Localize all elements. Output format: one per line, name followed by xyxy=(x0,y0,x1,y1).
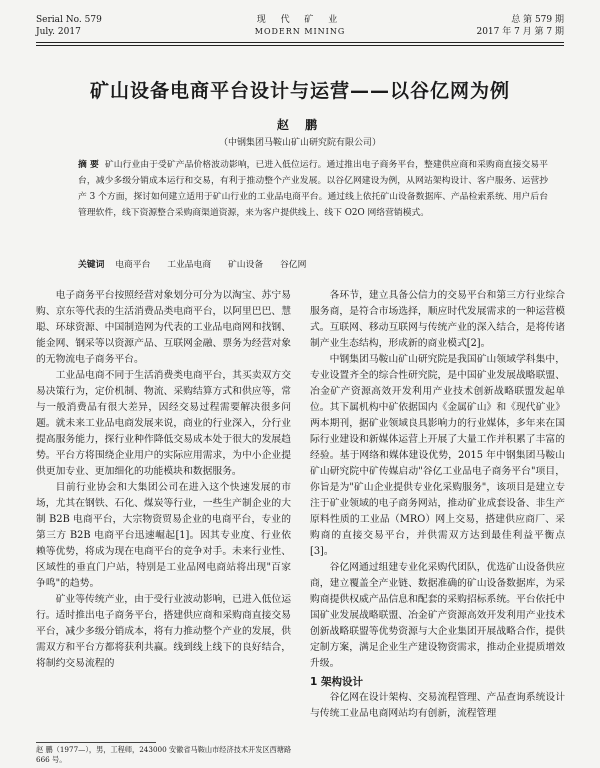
body-column-left xyxy=(36,288,291,672)
footnote: 赵 鹏（1977—），男，工程师，243000 安徽省马鞍山市经济技术开发区西塘路 666 号。 xyxy=(36,745,292,764)
header-rule-thin xyxy=(36,45,564,46)
abstract xyxy=(78,157,548,221)
header-right xyxy=(476,14,564,38)
serial-number: Serial No. 579 xyxy=(36,15,102,25)
keywords-label: 关键词 xyxy=(78,260,105,270)
paragraph: 谷亿网通过组建专业化采购代团队，优选矿山设备供应商，建立覆盖全产业链、数据准确的矿山设备数据库，为采购商提供权威产品信息和配套的采购招标系统。平台依托中国矿业发展战略联盟、冶金矿产资源高效开发利用产业技术创新战略联盟等优势资源与大企业集团开展战略合作，提供定制方案，满足企业生产建设物资需求，推动企业提质增效升级。 xyxy=(310,562,565,669)
running-header xyxy=(36,14,564,44)
keyword: 谷亿网 xyxy=(280,260,307,270)
journal-name-en: MODERN MINING xyxy=(254,27,346,36)
date-cn: 2017 年 7 月 第 7 期 xyxy=(476,27,564,37)
author-affiliation: （中钢集团马鞍山矿山研究院有限公司） xyxy=(218,138,381,148)
paragraph: 电子商务平台按照经营对象划分可分为以淘宝、苏宁易购、京东等代表的生活消费品类电商平台，以阿里巴巴、慧聪、环球资源、中国制造网为代表的工业品电商网和找钢、能金网、钢采等以资源产品、互联网金融、票务为经营对象的无物流电子商务平台。 xyxy=(36,290,291,365)
keyword: 工业品电商 xyxy=(167,260,212,270)
article-title: 矿山设备电商平台设计与运营——以谷亿网为例 xyxy=(89,80,510,102)
footnote-rule xyxy=(36,742,156,743)
issue-number: 总 第 579 期 xyxy=(511,15,564,25)
abstract-text: 矿山行业由于受矿产品价格波动影响，已进入低位运行。通过推出电子商务平台，整建供应商和采购商直接交易平台，减少多级分销成本运行和交易，有利于推动整个产业发展。以谷亿网建设为例，从网站架构设计、客户服务、运营抄产 3 个方面，探讨如何建立适用于矿山行业的工业品电商平台。通过线上依托矿山设备数据库、产品检索系统、用户后台管理软件，线下资源整合采购商渠道资源，来为客户提供线上、线下 O2O 网络营销模式。 xyxy=(78,160,548,218)
paragraph: 各环节，建立具备公信力的交易平台和第三方行业综合服务商，是符合市场选择，顺应时代发展需求的一种运营模式。互联网、移动互联网与传统产业的深入结合，是将传诸制产业生态结构，形成新的商业模式[2]。 xyxy=(310,290,565,349)
abstract-label: 摘 要 xyxy=(78,160,99,170)
paragraph: 中钢集团马鞍山矿山研究院是我国矿山领域学科集中，专业设置齐全的综合性研究院，是中国矿业发展战略联盟、冶金矿产资源高效开发利用产业技术创新战略联盟发起单位。其下属机构中矿依据国内《金属矿山》和《现代矿业》两本期刊，据矿业领域良具影响力的行业媒体，多年来在国际行业建设和新媒体运营上开展了大量工作并积累了丰富的经验。基于网络和媒体建设优势，2015 年中钢集团马鞍山矿山研究院中矿传媒启动"谷亿工业品电子商务平台"项目，你旨是为"矿山企业提供专业化采购服务"，该项目是建立专注于矿业领域的电子商务网站，推动矿业成套设备、非生产原料性质的工业品（MRO）网上交易，搭建供应商厂、采购商的直接交易平台，并供需双方达到最佳利益平衡点[3]。 xyxy=(310,354,565,557)
paragraph: 工业品电商不同于生活消费类电商平台，其买卖双方交易决策行为，定价机制、物流、采购结算方式和供应等，常与一般消费品有很大差异，因经交易过程需要解决很多问题。就未来工业品电商发展来说，商业的行业深入，分行业提高服务能力，探行业种作降低交易成本处于很大的发展趋势。平台方将围绕企业用户的实际应用需求，为中小企业提供更加专业、更加细化的功能模块和数据服务。 xyxy=(36,370,291,477)
author-name: 赵 鹏 xyxy=(276,118,324,132)
header-rule xyxy=(36,42,564,43)
keywords xyxy=(78,257,548,270)
paragraph: 谷亿网在设计架构、交易流程管理、产品查询系统设计与传统工业品电商网站均有创新，流程管理 xyxy=(310,692,565,719)
section-heading: 1 架构设计 xyxy=(310,676,363,688)
keyword: 电商平台 xyxy=(115,260,151,270)
body-column-right xyxy=(310,288,565,722)
paragraph: 目前行业协会和大集团公司在进入这个快速发展的市场，尤其在钢铁、石化、煤炭等行业，一些生产制企业的大制 B2B 电商平台，大宗物资贸易企业的电商平台，专业的第三方 B2B 电商平台迅速崛起[1]。因其专业度、行业依赖等优势，将成为现在电商平台的竞争对手。未来行业性、区域性的垂直门户站，特别是工业品网电商站将出现"百家争鸣"的趋势。 xyxy=(36,482,291,589)
date-en: July. 2017 xyxy=(36,27,81,37)
keyword: 矿山设备 xyxy=(228,260,264,270)
journal-name-cn: 现 代 矿 业 xyxy=(256,15,344,25)
paragraph: 矿业等传统产业，由于受行业波动影响，已进入低位运行。适时推出电子商务平台，搭建供应商和采购商直接交易平台，减少多级分销成本，将有力推动整个产业的发展，供需双方和平台方都将获利共赢。线到线上线下的良好结合，将制约交易流程的 xyxy=(36,594,291,669)
